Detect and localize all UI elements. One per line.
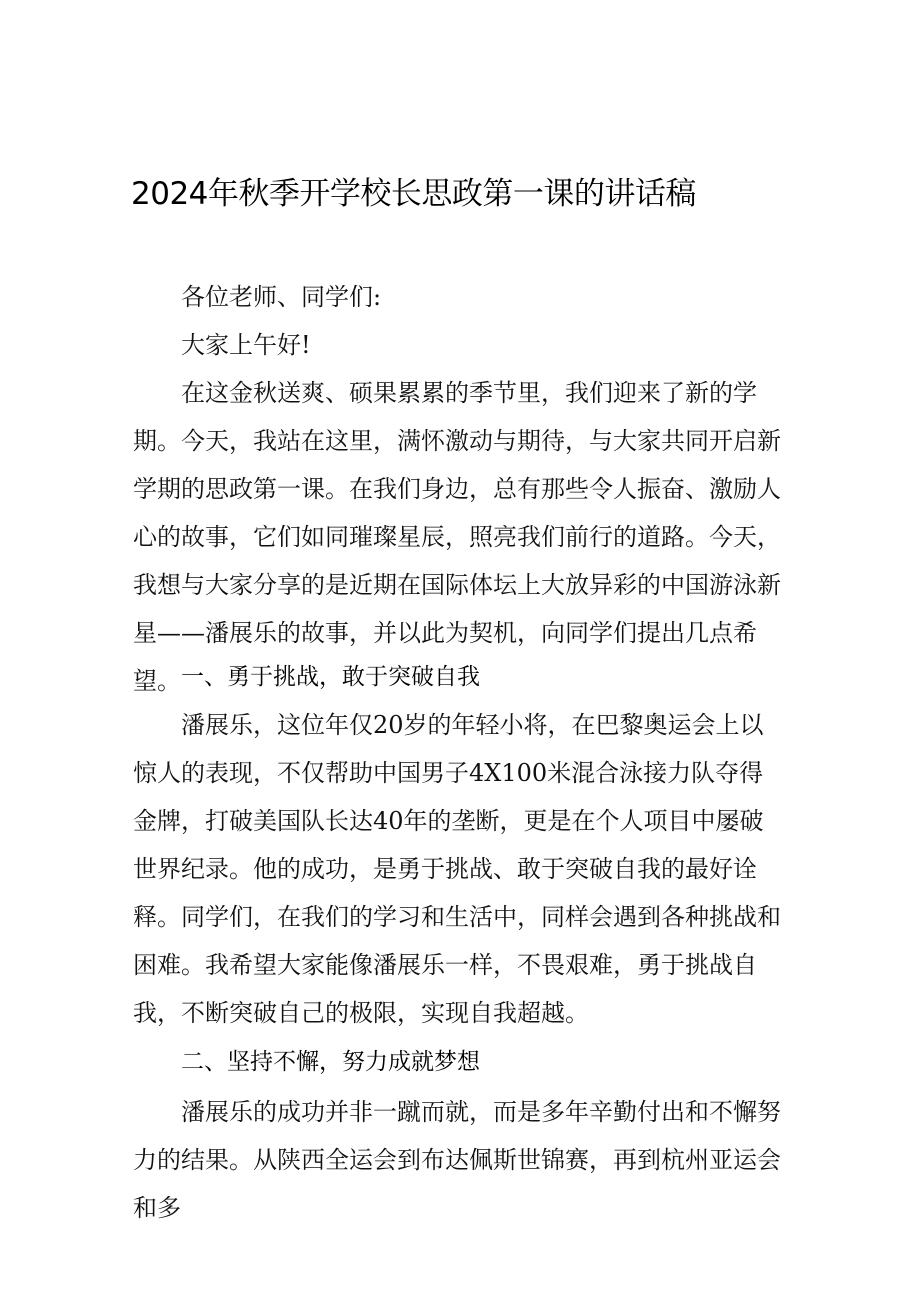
section-2-heading: 二、坚持不懈，努力成就梦想	[181, 1049, 480, 1075]
document-title: 2024年秋季开学校长思政第一课的讲话稿	[131, 176, 696, 212]
section-1-paragraph: 潘展乐，这位年仅20岁的年轻小将，在巴黎奥运会上以惊人的表现，不仅帮助中国男子4X100米混合泳接力队夺得金牌，打破美国队长达40年的垄断，更是在个人项目中屡破世界纪录。他的成功，是勇于挑战、敢于突破自我的最好诠释。同学们，在我们的学习和生活中，同样会遇到各种挑战和困难。我希望大家能像潘展乐一样，不畏艰难，勇于挑战自我，不断突破自己的极限，实现自我超越。	[133, 711, 781, 1027]
intro-paragraph: 在这金秋送爽、硕果累累的季节里，我们迎来了新的学期。今天，我站在这里，满怀激动与期待，与大家共同开启新学期的思政第一课。在我们身边，总有那些令人振奋、激励人心的故事，它们如同璀璨星辰，照亮我们前行的道路。今天，我想与大家分享的是近期在国际体坛上大放异彩的中国游泳新星——潘展乐的故事，并以此为契机，向同学们提出几点希望。	[133, 379, 781, 695]
section-2-paragraph: 潘展乐的成功并非一蹴而就，而是多年辛勤付出和不懈努力的结果。从陕西全运会到布达佩斯世锦赛，再到杭州亚运会和多	[133, 1098, 781, 1222]
section-1-heading: 一、勇于挑战，敢于突破自我	[181, 664, 480, 690]
opening-block	[133, 273, 785, 705]
section-2-body	[133, 1088, 785, 1232]
salutation: 各位老师、同学们:	[181, 283, 382, 311]
section-1-body	[133, 701, 785, 1037]
greeting: 大家上午好!	[181, 331, 311, 359]
